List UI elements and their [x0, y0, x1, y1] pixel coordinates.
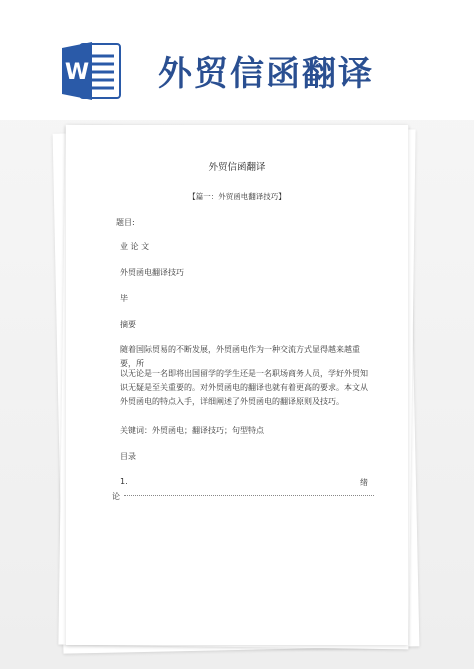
toc-leader-dots	[124, 495, 374, 496]
word-document-icon	[58, 36, 128, 106]
toc-heading-left: 论	[112, 492, 120, 501]
keywords-line: 关键词：外贸函电；翻译技巧；句型特点	[120, 426, 264, 435]
paragraph-1: 随着国际贸易的不断发展，外贸函电作为一种交流方式显得越来越重要，所	[120, 345, 360, 368]
header	[0, 0, 474, 120]
topic-text: 外贸函电翻译技巧	[120, 268, 184, 277]
paragraph-2: 以无论是一名即将出国留学的学生还是一名职场商务人员，学好外贸知识无疑是至关重要的。对外贸函电的翻译也就有着更高的要求。本文从外贸函电的特点入手，详细阐述了外贸函电的翻译原则及技巧。	[120, 369, 368, 406]
document-title: 外贸信函翻译	[208, 162, 266, 173]
toc-label: 目录	[120, 452, 136, 461]
svg-text:W: W	[64, 60, 90, 85]
header-title: 外贸信函翻译	[158, 54, 374, 94]
bi-line: 毕	[120, 294, 128, 303]
document-page	[66, 125, 408, 645]
topic-label: 题目:	[116, 218, 135, 227]
toc-number: 1.	[120, 477, 128, 486]
toc-heading-right: 绪	[360, 478, 368, 487]
thesis-line: 业 论 文	[120, 242, 150, 251]
abstract-label: 摘要	[120, 320, 136, 329]
document-subheading: 【篇一：外贸函电翻译技巧】	[188, 192, 286, 201]
